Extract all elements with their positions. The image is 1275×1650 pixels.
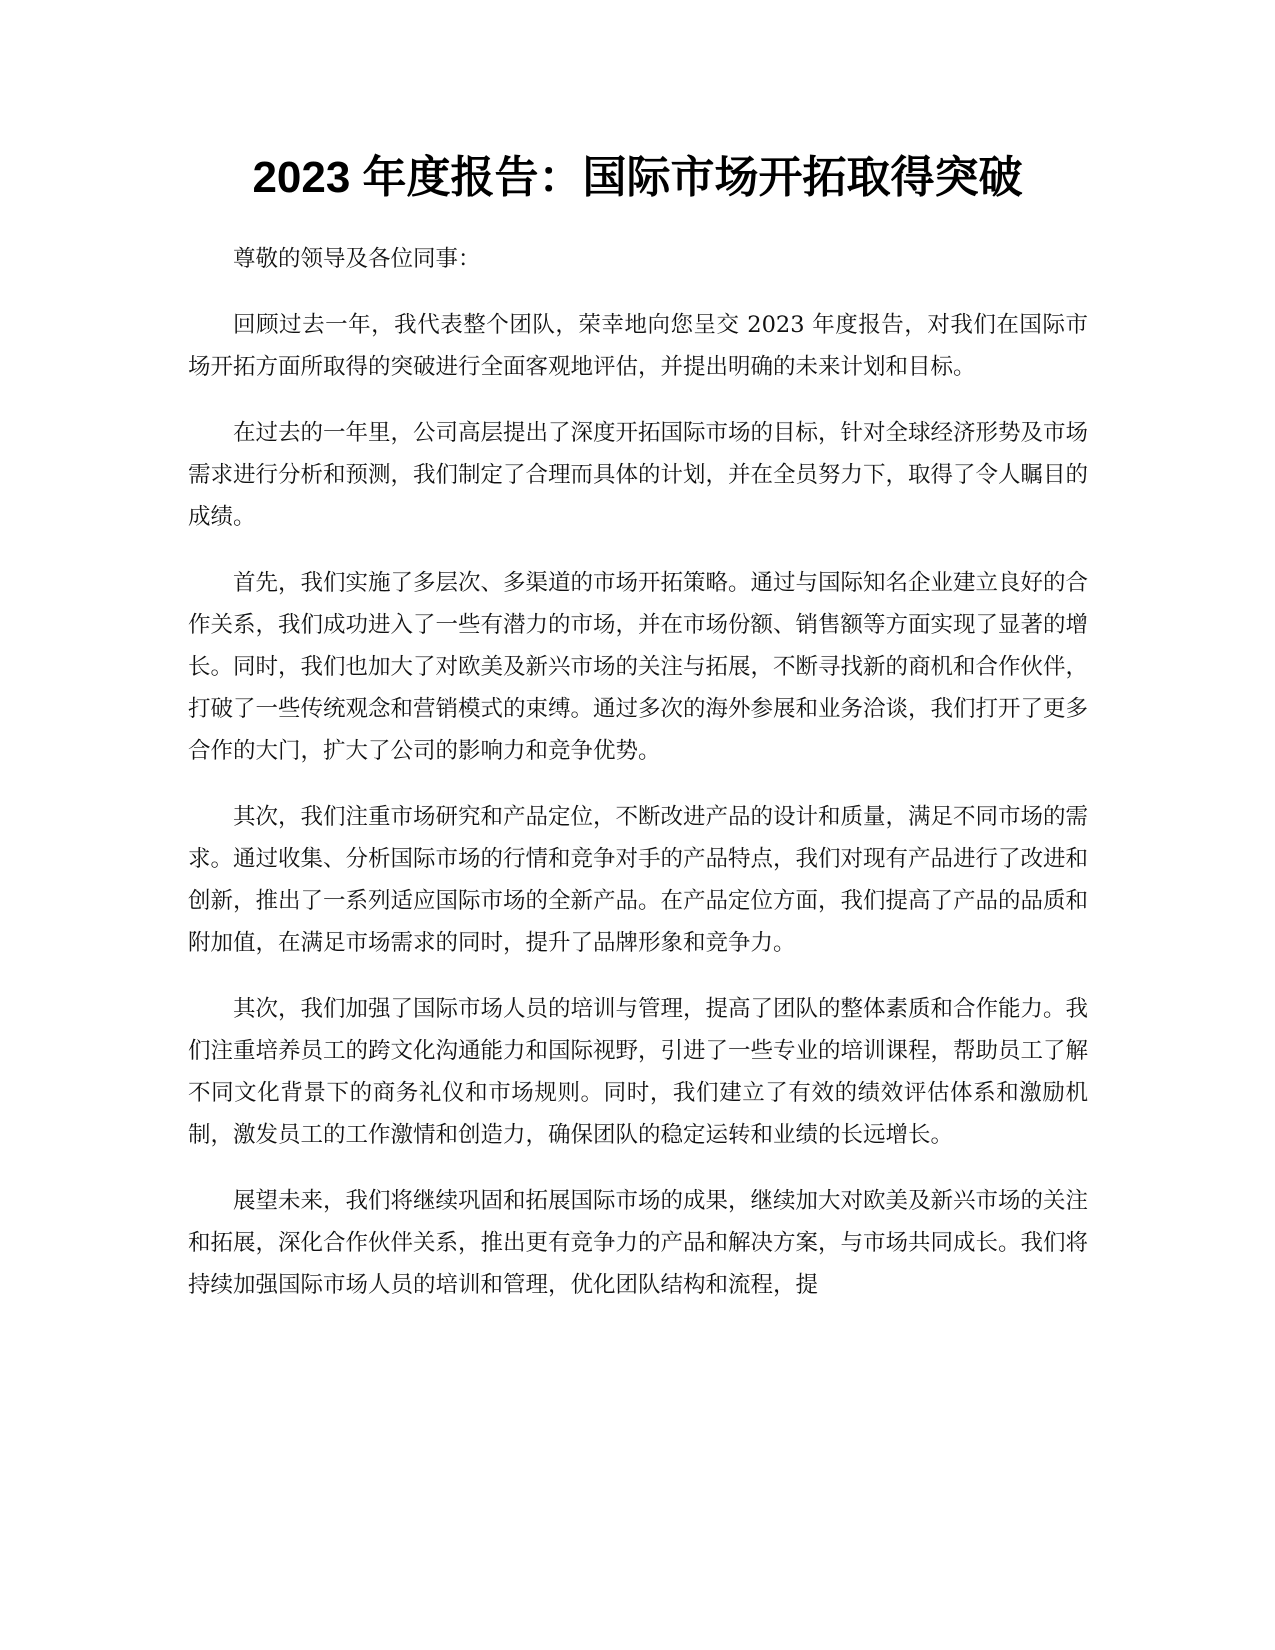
salutation: 尊敬的领导及各位同事： <box>233 246 481 272</box>
document-title: 2023 年度报告：国际市场开拓取得突破 <box>252 153 1023 202</box>
paragraph-6: 展望未来，我们将继续巩固和拓展国际市场的成果，继续加大对欧美及新兴市场的关注和拓展，深化合作伙伴关系，推出更有竞争力的产品和解决方案，与市场共同成长。我们将持续加强国际市场人员的培训和管理，优化团队结构和流程，提 <box>188 1188 1089 1298</box>
paragraph-1: 回顾过去一年，我代表整个团队，荣幸地向您呈交 2023 年度报告，对我们在国际市场开拓方面所取得的突破进行全面客观地评估，并提出明确的未来计划和目标。 <box>188 312 1088 380</box>
document-body <box>188 238 1088 1330</box>
paragraph-5: 其次，我们加强了国际市场人员的培训与管理，提高了团队的整体素质和合作能力。我们注重培养员工的跨文化沟通能力和国际视野，引进了一些专业的培训课程，帮助员工了解不同文化背景下的商务礼仪和市场规则。同时，我们建立了有效的绩效评估体系和激励机制，激发员工的工作激情和创造力，确保团队的稳定运转和业绩的长远增长。 <box>188 996 1089 1148</box>
paragraph-3: 首先，我们实施了多层次、多渠道的市场开拓策略。通过与国际知名企业建立良好的合作关系，我们成功进入了一些有潜力的市场，并在市场份额、销售额等方面实现了显著的增长。同时，我们也加大了对欧美及新兴市场的关注与拓展，不断寻找新的商机和合作伙伴，打破了一些传统观念和营销模式的束缚。通过多次的海外参展和业务洽谈，我们打开了更多合作的大门，扩大了公司的影响力和竞争优势。 <box>188 570 1089 764</box>
paragraph-4: 其次，我们注重市场研究和产品定位，不断改进产品的设计和质量，满足不同市场的需求。通过收集、分析国际市场的行情和竞争对手的产品特点，我们对现有产品进行了改进和创新，推出了一系列适应国际市场的全新产品。在产品定位方面，我们提高了产品的品质和附加值，在满足市场需求的同时，提升了品牌形象和竞争力。 <box>188 804 1089 956</box>
paragraph-2: 在过去的一年里，公司高层提出了深度开拓国际市场的目标，针对全球经济形势及市场需求进行分析和预测，我们制定了合理而具体的计划，并在全员努力下，取得了令人瞩目的成绩。 <box>188 420 1089 530</box>
